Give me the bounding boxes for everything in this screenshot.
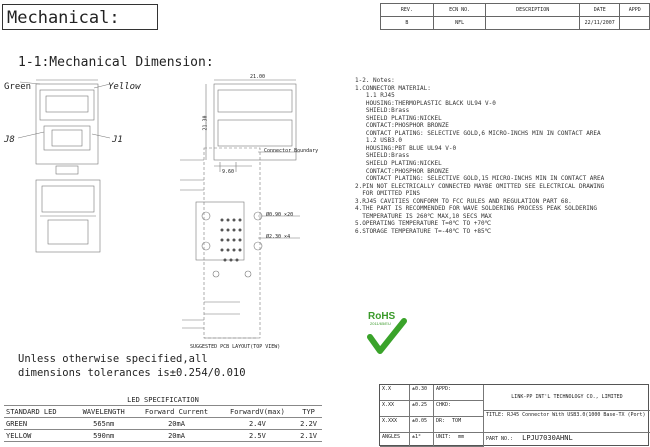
appd-header: APPD: [620, 4, 650, 17]
note-line: FOR OMITTED PINS: [355, 190, 421, 198]
note-line: 1.CONNECTOR MATERIAL:: [355, 84, 431, 92]
led-header-wavelength: WAVELENGTH: [74, 406, 133, 418]
led-cell: GREEN: [4, 418, 74, 430]
led-spec-caption: LED SPECIFICATION: [4, 394, 322, 406]
tolerance-note: [18, 352, 246, 380]
led-cell: YELLOW: [4, 430, 74, 442]
green-led-label: Green: [4, 82, 32, 92]
tol-label: X.XXX: [380, 417, 410, 433]
note-line: SHIELD PLATING:NICKEL: [355, 114, 442, 122]
table-row: [4, 418, 322, 430]
led-cell: 590nm: [74, 430, 133, 442]
bottom-view: [36, 180, 100, 252]
pcb-pins: [221, 219, 242, 262]
dr-value: TOM: [452, 418, 462, 424]
note-line: SHIELD PLATING:NICKEL: [355, 160, 442, 168]
tolerance-line-2: dimensions tolerances is±0.254/0.010: [18, 367, 246, 379]
note-line: 3.RJ45 CAVITIES CONFORM TO FCC RULES AND REGULATION PART 68.: [355, 197, 572, 205]
title-value: RJ45 Connector With USB3.0(1000 Base-TX (Port): [507, 412, 646, 418]
tol-value: ±0.25: [410, 401, 434, 417]
note-line: TEMPERATURE IS 260℃ MAX,10 SECS MAX: [355, 212, 492, 220]
side-width-dim: 9.60: [222, 169, 235, 175]
led-header-current: Forward Current: [133, 406, 219, 418]
rev-value: B: [381, 17, 434, 30]
led-cell: 565nm: [74, 418, 133, 430]
rohs-subtext: 2011/65/EU: [370, 321, 391, 326]
led-cell: 20mA: [133, 418, 219, 430]
table-row: [4, 430, 322, 442]
note-line: 1.1 RJ45: [355, 92, 395, 100]
note-line: 5.OPERATING TEMPERATURE T=0℃ TO +70℃: [355, 220, 492, 228]
led-header-voltage: ForwardV(max): [220, 406, 296, 418]
title-field: [484, 411, 650, 433]
date-value: 22/11/2007: [580, 17, 620, 30]
note-line: SHIELD:Brass: [355, 107, 410, 115]
note-line: 1.2 USB3.0: [355, 137, 402, 145]
note-line: CONTACT PLATING: SELECTIVE GOLD,6 MICRO-INCHS MIN IN CONTACT AREA: [355, 129, 601, 137]
note-line: HOUSING:PBT BLUE UL94 V-0: [355, 144, 457, 152]
led-cell: 20mA: [133, 430, 219, 442]
led-header-typ: TYP: [295, 406, 322, 418]
part-label: PART NO.:: [486, 436, 514, 442]
note-line: 6.STORAGE TEMPERATURE T=-40℃ TO +85℃: [355, 227, 492, 235]
led-cell: 2.1V: [295, 430, 322, 442]
ecn-header: ECN NO.: [433, 4, 486, 17]
hole-b-label: Ø2.30 ×4: [266, 234, 291, 240]
tol-value: ±1°: [410, 433, 434, 447]
note-line: 1-2. Notes:: [355, 77, 395, 84]
unit-value: mm: [458, 434, 465, 440]
dr-field: [434, 417, 484, 433]
rohs-badge: [364, 305, 412, 365]
top-width-dim: 21.00: [250, 74, 266, 80]
note-line: CONTACT:PHOSPHOR BRONZE: [355, 122, 449, 130]
pcb-caption: SUGGESTED PCB LAYOUT(TOP VIEW): [190, 344, 281, 350]
connector-boundary-label: Connector Boundary: [264, 148, 319, 154]
side-height-dim: 21.30: [202, 115, 209, 131]
rohs-text: RoHS: [368, 311, 396, 322]
led-cell: 2.4V: [220, 418, 296, 430]
led-cell: 2.2V: [295, 418, 322, 430]
note-line: 4.THE PART IS RECOMMENDED FOR WAVE SOLDERING PROCESS PEAK SOLDERING: [355, 205, 598, 213]
title-block: [379, 384, 649, 446]
tolerance-line-1: Unless otherwise specified,all: [18, 353, 208, 365]
chkd-field: CHKD:: [434, 401, 484, 417]
revision-table: [380, 3, 650, 30]
ecn-value: NFL: [433, 17, 486, 30]
led-spec-table: [4, 394, 322, 442]
tol-value: ±0.30: [410, 385, 434, 401]
led-cell: 2.5V: [220, 430, 296, 442]
led-header-standard: STANDARD LED: [4, 406, 74, 418]
unit-label: UNIT:: [436, 434, 452, 440]
part-value: LPJU7030AHNL: [522, 434, 573, 442]
description-value: [486, 17, 580, 30]
note-line: CONTACT:PHOSPHOR BRONZE: [355, 167, 449, 175]
appd-field: APPD:: [434, 385, 484, 401]
notes-block: [355, 77, 604, 235]
date-header: DATE: [580, 4, 620, 17]
page-title: Mechanical:: [2, 4, 158, 30]
title-label: TITLE:: [486, 412, 505, 418]
unit-field: [434, 433, 484, 447]
yellow-led-label: Yellow: [108, 82, 141, 92]
hole-a-label: Ø0.90 ×20: [266, 212, 294, 218]
note-line: 2.PIN NOT ELECTRICALLY CONNECTED MAYBE OMITTED SEE ELECTRICAL DRAWING: [355, 182, 605, 190]
pcb-layout: [180, 148, 300, 338]
company-name: LINK-PP INT'L TECHNOLOGY CO., LIMITED: [484, 385, 650, 411]
note-line: CONTACT PLATING: SELECTIVE GOLD,15 MICRO-INCHS MIN IN CONTACT AREA: [355, 175, 605, 183]
tol-value: ±0.05: [410, 417, 434, 433]
side-view: [206, 80, 296, 172]
mechanical-drawing: [0, 70, 350, 360]
tol-label: X.XX: [380, 401, 410, 417]
note-line: SHIELD:Brass: [355, 152, 410, 160]
rev-header: REV.: [381, 4, 434, 17]
description-header: DESCRIPTION: [486, 4, 580, 17]
section-heading: 1-1:Mechanical Dimension:: [18, 55, 214, 70]
tol-label: ANGLES: [380, 433, 410, 447]
front-view: [18, 80, 110, 174]
appd-value: [620, 17, 650, 30]
dr-label: DR:: [436, 418, 446, 424]
j1-label: J1: [112, 135, 123, 145]
j8-label: J8: [4, 135, 15, 145]
tol-label: X.X: [380, 385, 410, 401]
note-line: HOUSING:THERMOPLASTIC BLACK UL94 V-0: [355, 99, 496, 107]
part-field: [484, 433, 650, 447]
